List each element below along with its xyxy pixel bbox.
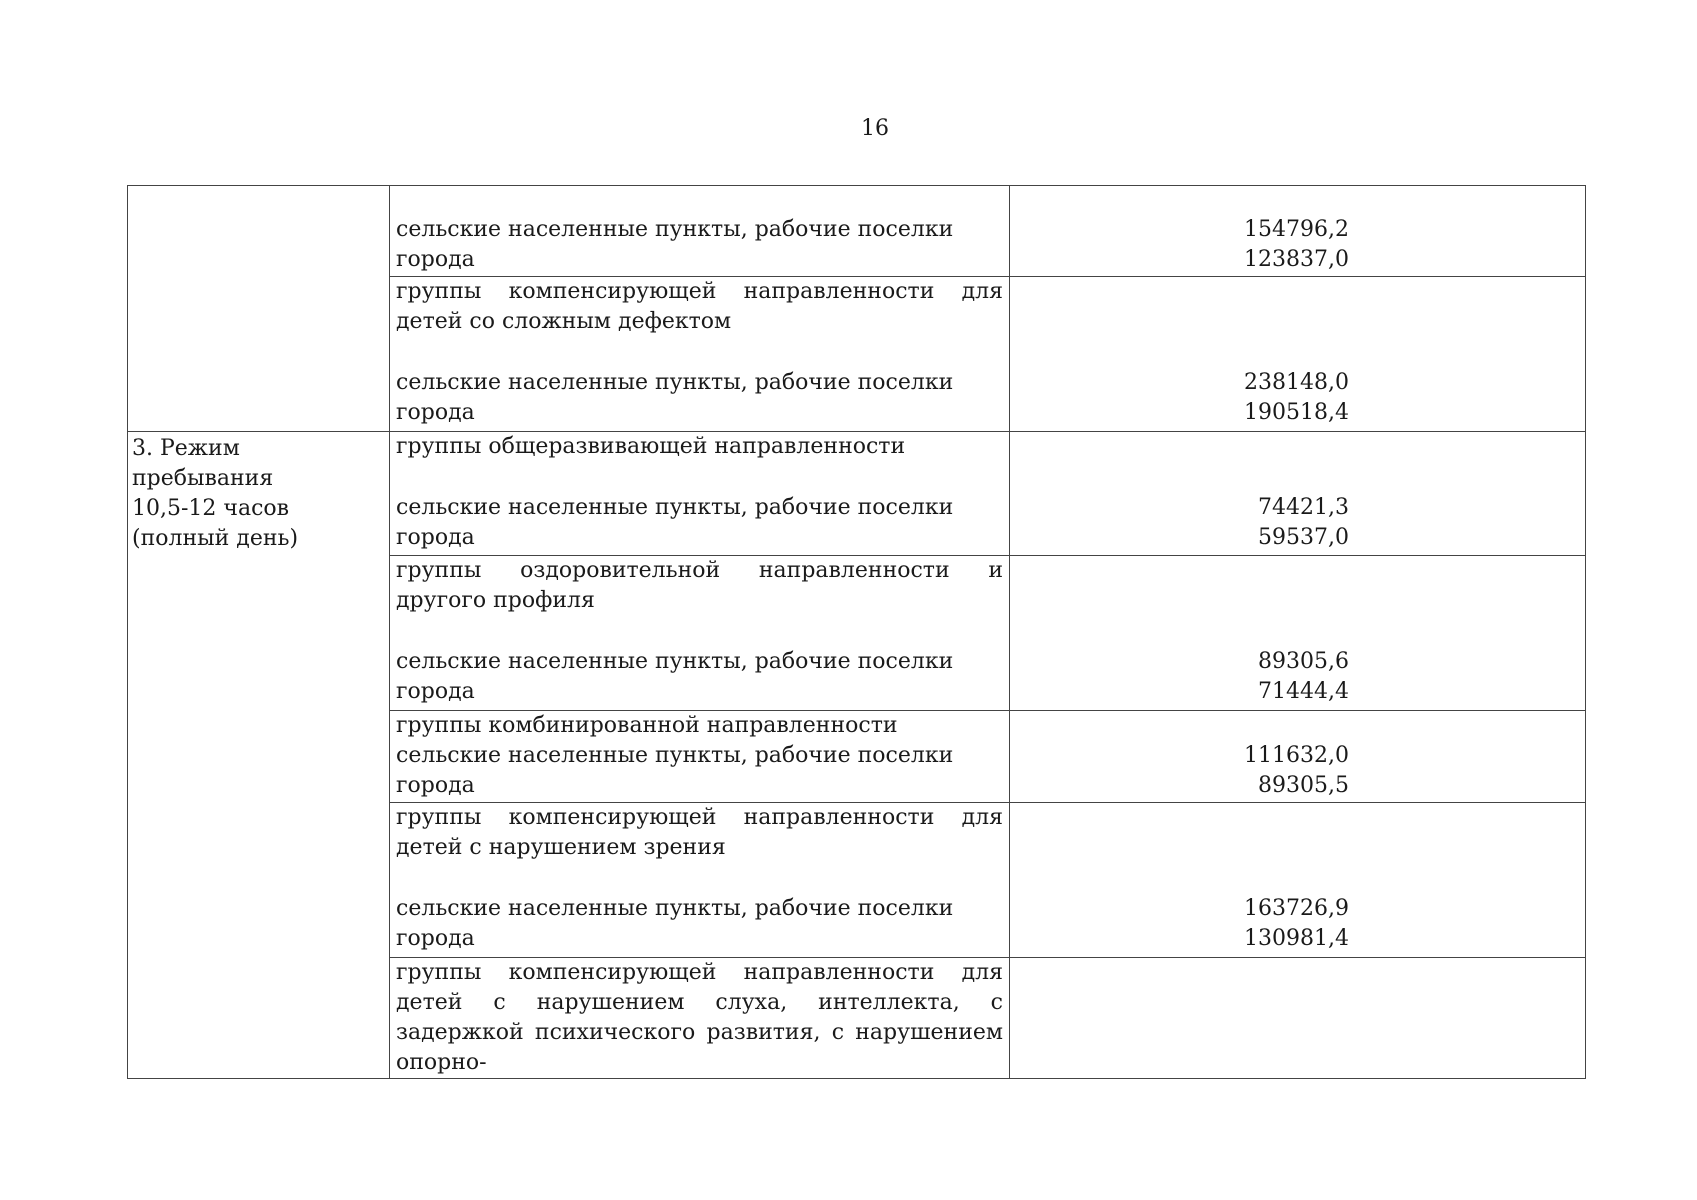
row-value: 154796,2: [1244, 217, 1349, 242]
group-cell: [390, 958, 1010, 1079]
row-value: 123837,0: [1244, 247, 1349, 272]
row-value: 59537,0: [1258, 525, 1349, 550]
group-heading: группы компенсирующей направленности для детей с нарушением зрения: [396, 805, 1003, 860]
row-label: сельские населенные пункты, рабочие поселки: [396, 495, 954, 520]
group-heading: группы компенсирующей направленности для детей с нарушением слуха, интеллекта, с задержкой психического развития, с нарушением опорно-: [396, 960, 1003, 1075]
group-cell: [390, 711, 1010, 803]
row-value: 163726,9: [1244, 896, 1349, 921]
row-label: города: [396, 679, 475, 704]
section-title-line: 10,5-12 часов: [132, 496, 290, 521]
row-label: сельские населенные пункты, рабочие поселки: [396, 896, 954, 921]
row-value: 89305,6: [1258, 649, 1349, 674]
row-label: сельские населенные пункты, рабочие поселки: [396, 217, 954, 242]
group-cell: [390, 803, 1010, 958]
value-cell: [1010, 432, 1586, 556]
section-title-line: 3. Режим пребывания: [132, 436, 274, 491]
value-cell: [1010, 803, 1586, 958]
row-label: города: [396, 926, 475, 951]
section-title-line: (полный день): [132, 526, 299, 551]
group-cell: [390, 432, 1010, 556]
row-label: города: [396, 400, 475, 425]
value-cell: [1010, 277, 1586, 432]
group-cell: [390, 556, 1010, 711]
value-cell: [1010, 186, 1586, 277]
row-value: 89305,5: [1258, 773, 1349, 798]
value-cell: [1010, 556, 1586, 711]
table-row: [128, 186, 1586, 277]
row-value: 71444,4: [1258, 679, 1349, 704]
tariff-table: [127, 185, 1586, 1079]
group-cell: [390, 186, 1010, 277]
group-cell: [390, 277, 1010, 432]
page-number: 16: [861, 116, 889, 141]
row-value: 130981,4: [1244, 926, 1349, 951]
group-heading: группы оздоровительной направленности и другого профиля: [396, 558, 1003, 613]
section-cell-empty: [128, 186, 390, 432]
table-row: [128, 432, 1586, 556]
row-label: сельские населенные пункты, рабочие поселки: [396, 743, 954, 768]
group-heading: группы комбинированной направленности: [396, 713, 898, 738]
row-value: 74421,3: [1258, 495, 1349, 520]
row-label: сельские населенные пункты, рабочие поселки: [396, 649, 954, 674]
row-value: 190518,4: [1244, 400, 1349, 425]
group-heading: группы общеразвивающей направленности: [396, 434, 906, 459]
group-heading: группы компенсирующей направленности для детей со сложным дефектом: [396, 279, 1003, 334]
row-label: города: [396, 525, 475, 550]
section-title-cell: [128, 432, 390, 1079]
row-label: города: [396, 773, 475, 798]
row-value: 111632,0: [1244, 743, 1349, 768]
row-label: сельские населенные пункты, рабочие поселки: [396, 370, 954, 395]
row-label: города: [396, 247, 475, 272]
value-cell: [1010, 711, 1586, 803]
row-value: 238148,0: [1244, 370, 1349, 395]
value-cell: [1010, 958, 1586, 1079]
